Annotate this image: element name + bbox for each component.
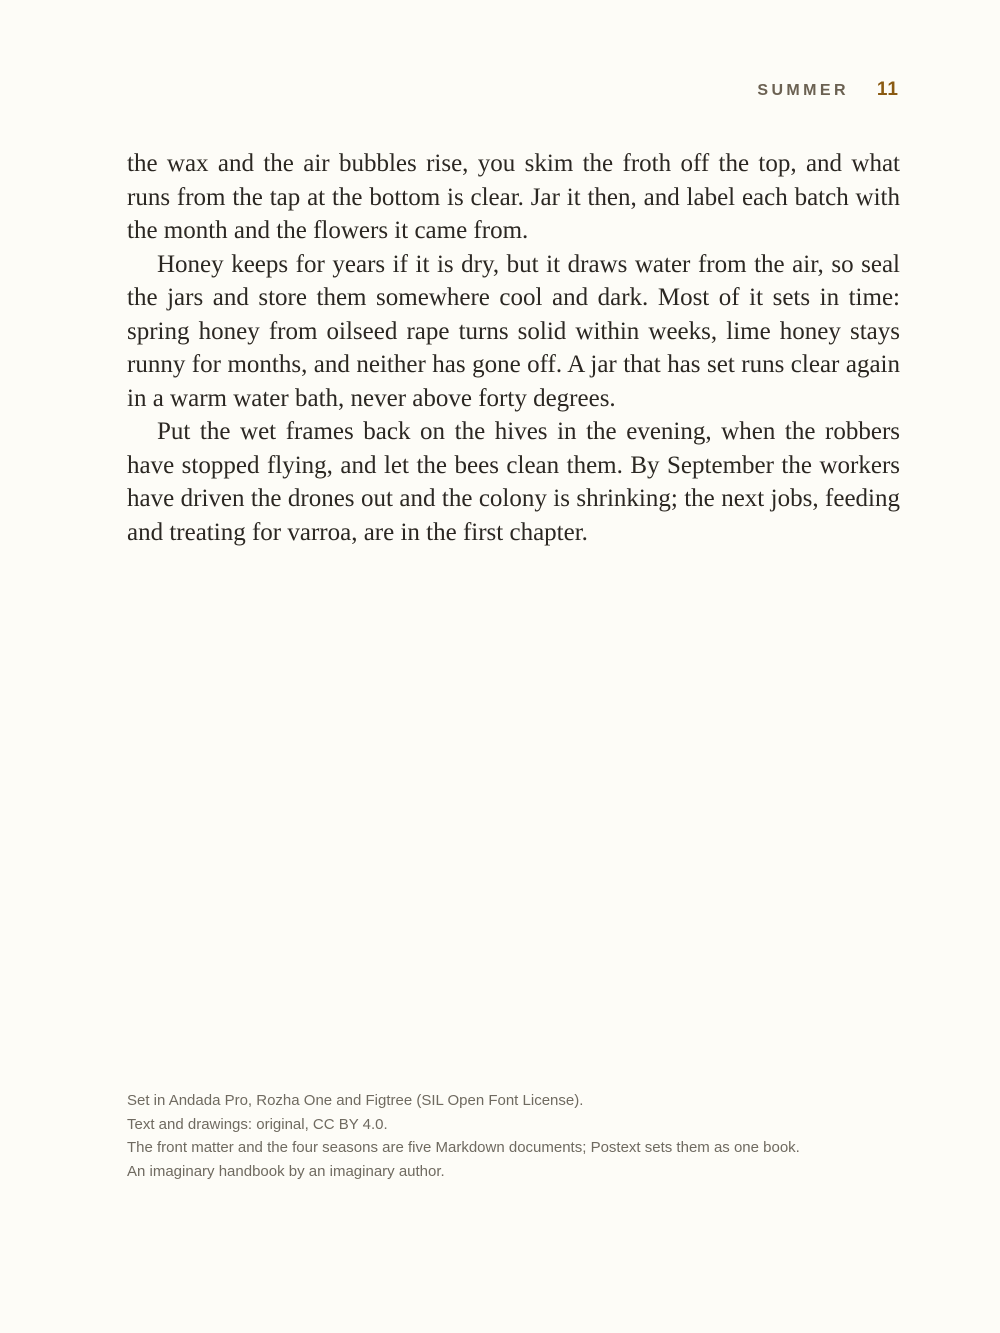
- paragraph: Put the wet frames back on the hives in the evening, when the robbers have stopped flying, and let the bees clean them. By September the workers have driven the drones out and the colony is shrinking; the next jobs, feeding and treating for varroa, are in the first chapter.: [127, 418, 900, 546]
- page-number: 11: [876, 79, 899, 100]
- colophon-line: The front matter and the four seasons are five Markdown documents; Postext sets them as one book.: [127, 1139, 800, 1156]
- section-title: SUMMER: [757, 82, 849, 99]
- colophon-line: An imaginary handbook by an imaginary author.: [127, 1162, 445, 1180]
- paragraph: Honey keeps for years if it is dry, but it draws water from the air, so seal the jars and store them somewhere cool and dark. Most of it sets in time: spring honey from oilseed rape turns solid within weeks, lime honey stays runny for months, and neither has gone off. A jar that has set runs clear again in a warm water bath, never above forty degrees.: [127, 250, 900, 412]
- colophon-line: Text and drawings: original, CC BY 4.0.: [127, 1115, 388, 1133]
- body-text: [127, 147, 900, 549]
- paragraph: the wax and the air bubbles rise, you skim the froth off the top, and what runs from the tap at the bottom is clear. Jar it then, and label each batch with the month and the flowers it came from.: [127, 150, 900, 244]
- running-head: [757, 79, 899, 101]
- colophon-line: Set in Andada Pro, Rozha One and Figtree (SIL Open Font License).: [127, 1092, 584, 1109]
- colophon: [127, 1089, 927, 1183]
